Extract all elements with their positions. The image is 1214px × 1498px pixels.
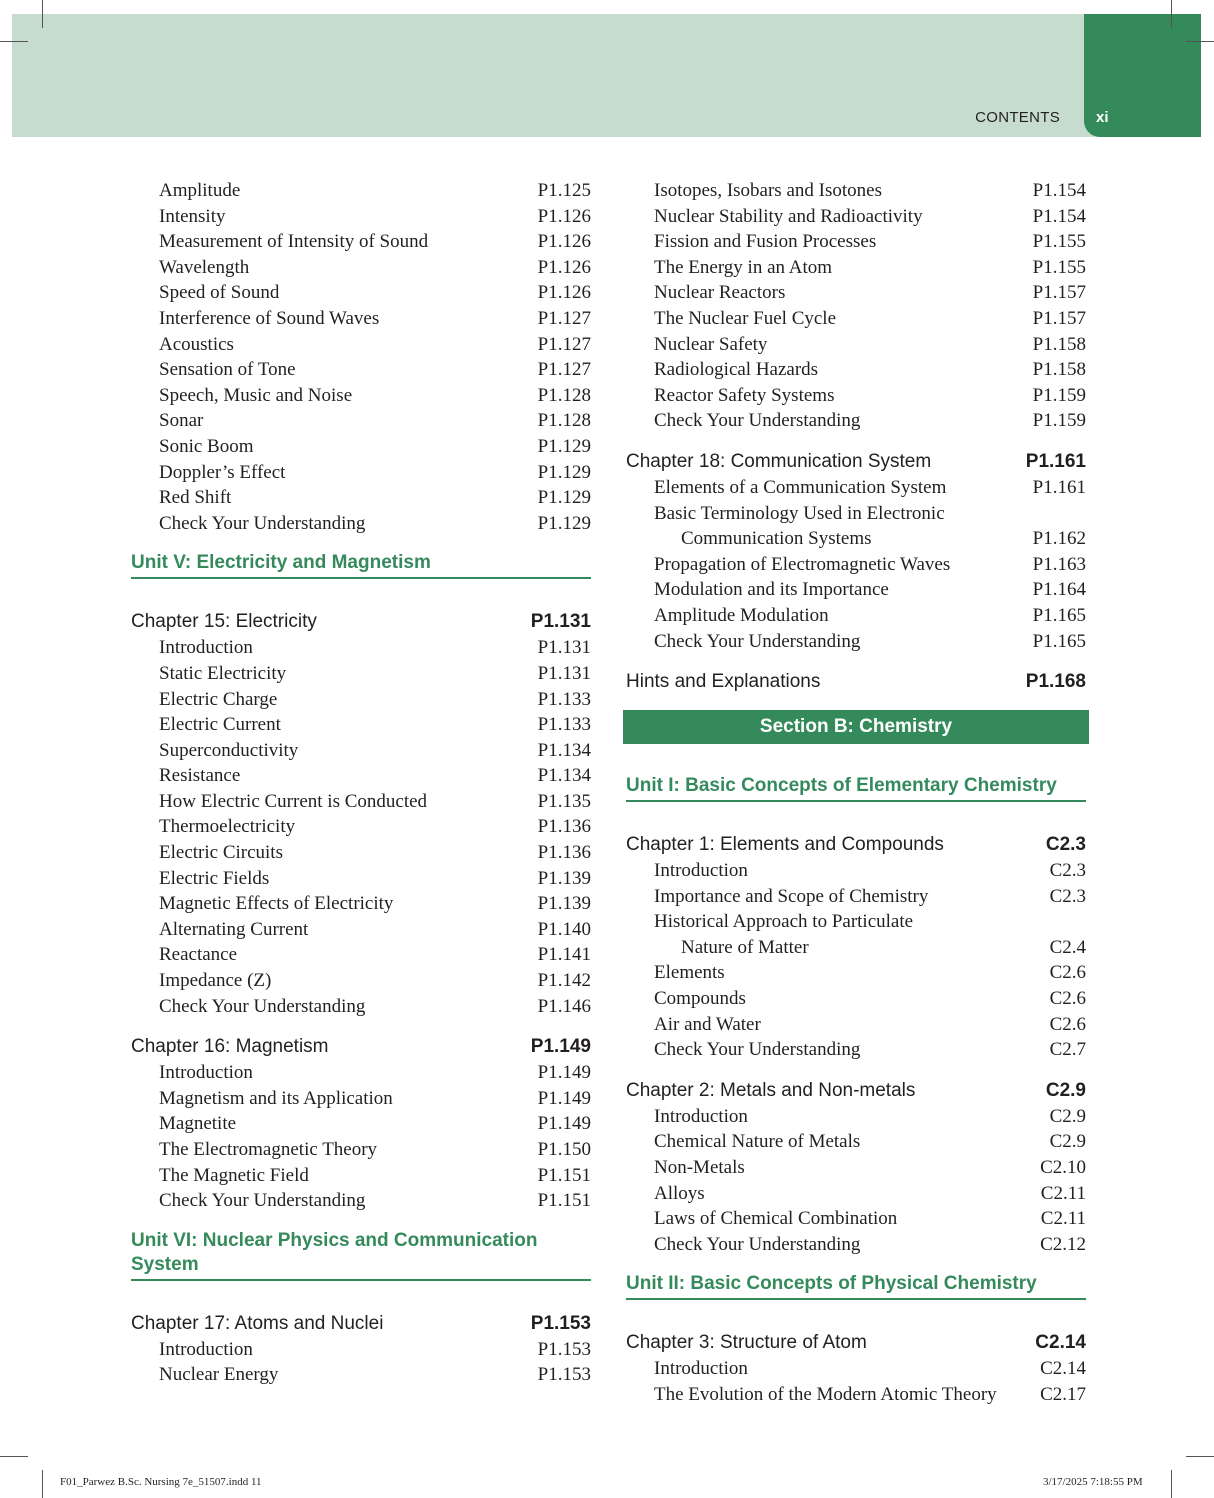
- toc-entry[interactable]: [626, 229, 1086, 255]
- page-ref: C2.4: [1049, 936, 1086, 958]
- page-ref: P1.134: [537, 739, 591, 761]
- toc-chapter[interactable]: [626, 1330, 1086, 1356]
- page-ref: C2.3: [1049, 860, 1086, 882]
- page-ref: P1.126: [537, 256, 591, 278]
- page-ref: P1.149: [530, 1036, 591, 1058]
- toc-entry[interactable]: [131, 280, 591, 306]
- toc-entry[interactable]: [131, 1060, 591, 1086]
- page-ref: C2.3: [1049, 885, 1086, 907]
- entry-title: Introduction: [654, 1105, 748, 1127]
- toc-column-right: [626, 178, 1086, 1408]
- entry-title: Elements: [654, 962, 725, 984]
- toc-entry[interactable]: [131, 1163, 591, 1189]
- page-ref: C2.3: [1045, 834, 1086, 856]
- toc-entry[interactable]: [626, 280, 1086, 306]
- toc-entry[interactable]: [131, 789, 591, 815]
- page-ref: P1.126: [537, 231, 591, 253]
- toc-chapter[interactable]: [626, 832, 1086, 858]
- entry-title: Superconductivity: [159, 739, 299, 761]
- toc-entry[interactable]: [131, 1362, 591, 1388]
- toc-entry[interactable]: [131, 942, 591, 968]
- unit-heading: Unit I: Basic Concepts of Elementary Chemistry: [626, 774, 1086, 802]
- entry-title: Speech, Music and Noise: [159, 384, 353, 406]
- entry-title: Magnetite: [159, 1113, 237, 1135]
- entry-title: Sonar: [159, 410, 204, 432]
- page-ref: C2.9: [1049, 1105, 1086, 1127]
- page-ref: P1.136: [537, 842, 591, 864]
- toc-entry[interactable]: [626, 204, 1086, 230]
- page-ref: P1.165: [1032, 630, 1086, 652]
- toc-entry[interactable]: [131, 687, 591, 713]
- entry-title: How Electric Current is Conducted: [159, 790, 428, 812]
- page-ref: P1.139: [537, 893, 591, 915]
- entry-title: The Nuclear Fuel Cycle: [654, 307, 837, 329]
- entry-title: Reactance: [159, 944, 238, 966]
- entry-title: Check Your Understanding: [159, 1190, 366, 1212]
- toc-entry[interactable]: [626, 306, 1086, 332]
- toc-entry[interactable]: [626, 383, 1086, 409]
- toc-entry[interactable]: [131, 204, 591, 230]
- entry-title: Intensity: [159, 205, 226, 227]
- toc-entry[interactable]: [131, 229, 591, 255]
- page-ref: C2.7: [1049, 1039, 1086, 1061]
- toc-entry[interactable]: [626, 1206, 1086, 1232]
- page-ref: P1.161: [1025, 450, 1086, 472]
- page-ref: C2.9: [1045, 1079, 1086, 1101]
- toc-entry[interactable]: [626, 408, 1086, 434]
- entry-title: [654, 501, 945, 552]
- toc-entry[interactable]: [131, 1337, 591, 1363]
- running-head: CONTENTS: [975, 109, 1060, 126]
- page-ref: P1.129: [537, 461, 591, 483]
- section-heading: Section B: Chemistry: [623, 710, 1089, 744]
- entry-title: Impedance (Z): [159, 970, 272, 992]
- toc-entry[interactable]: [626, 357, 1086, 383]
- entry-title: Check Your Understanding: [159, 995, 366, 1017]
- entry-title: Propagation of Electromagnetic Waves: [654, 553, 951, 575]
- entry-title: Electric Charge: [159, 688, 278, 710]
- entry-title: Chemical Nature of Metals: [654, 1131, 861, 1153]
- page-ref: P1.128: [537, 384, 591, 406]
- entry-title: The Evolution of the Modern Atomic Theory: [654, 1384, 997, 1405]
- entry-title: Reactor Safety Systems: [654, 384, 835, 406]
- toc-entry[interactable]: [626, 552, 1086, 578]
- entry-title: Non-Metals: [654, 1157, 745, 1179]
- entry-title: Magnetic Effects of Electricity: [159, 893, 394, 915]
- toc-entry[interactable]: [626, 1037, 1086, 1063]
- entry-title: The Energy in an Atom: [654, 256, 833, 278]
- entry-title: Thermoelectricity: [159, 816, 296, 838]
- unit-heading: Unit V: Electricity and Magnetism: [131, 551, 591, 579]
- page-ref: P1.149: [537, 1087, 591, 1109]
- page-ref: P1.158: [1032, 359, 1086, 381]
- chapter-title: Hints and Explanations: [626, 671, 821, 693]
- toc-entry[interactable]: [626, 475, 1086, 501]
- page-ref: P1.149: [537, 1062, 591, 1084]
- footer-file-info: F01_Parwez B.Sc. Nursing 7e_51507.indd 11: [60, 1476, 262, 1488]
- page-ref: C2.11: [1040, 1208, 1086, 1230]
- page-ref: P1.153: [530, 1312, 591, 1334]
- page-ref: P1.129: [537, 512, 591, 534]
- toc-chapter[interactable]: [131, 609, 591, 635]
- entry-title: Check Your Understanding: [654, 1039, 861, 1061]
- toc-entry[interactable]: [131, 1137, 591, 1163]
- chapter-title: Chapter 17: Atoms and Nuclei: [131, 1312, 384, 1334]
- page-ref: P1.129: [537, 435, 591, 457]
- crop-mark: [1186, 41, 1214, 42]
- entry-title: Air and Water: [654, 1013, 761, 1035]
- crop-mark: [42, 1470, 43, 1498]
- entry-title: Modulation and its Importance: [654, 579, 889, 601]
- entry-title: Interference of Sound Waves: [159, 307, 380, 329]
- toc-entry[interactable]: [626, 1356, 1086, 1382]
- toc-entry[interactable]: [131, 994, 591, 1020]
- toc-entry[interactable]: [626, 1129, 1086, 1155]
- page-ref: C2.14: [1040, 1358, 1086, 1380]
- entry-title: Isotopes, Isobars and Isotones: [654, 180, 882, 201]
- page-ref: P1.164: [1032, 579, 1086, 601]
- toc-entry[interactable]: [131, 814, 591, 840]
- page-ref: C2.6: [1049, 1013, 1086, 1035]
- page-ref: P1.155: [1032, 256, 1086, 278]
- page-ref: P1.162: [1032, 528, 1086, 550]
- crop-mark: [0, 1456, 28, 1457]
- page-ref: P1.140: [537, 918, 591, 940]
- entry-title: The Electromagnetic Theory: [159, 1139, 378, 1160]
- page-number: xi: [1096, 109, 1109, 126]
- page-ref: P1.158: [1032, 333, 1086, 355]
- toc-entry[interactable]: [131, 1188, 591, 1214]
- page-ref: P1.151: [537, 1164, 591, 1186]
- page-ref: P1.131: [537, 637, 591, 659]
- page-ref: P1.133: [537, 714, 591, 736]
- entry-title: Nuclear Reactors: [654, 282, 786, 304]
- entry-title: Electric Current: [159, 714, 281, 736]
- entry-title: Amplitude Modulation: [654, 604, 829, 626]
- entry-title: Radiological Hazards: [654, 359, 819, 381]
- page-ref: P1.142: [537, 970, 591, 992]
- page-ref: P1.161: [1032, 476, 1086, 498]
- toc-entry[interactable]: [131, 306, 591, 332]
- page-ref: P1.127: [537, 333, 591, 355]
- page-ref: P1.135: [537, 790, 591, 812]
- toc-entry[interactable]: [626, 629, 1086, 655]
- page-ref: P1.153: [537, 1338, 591, 1360]
- page-ref: C2.14: [1035, 1332, 1086, 1354]
- crop-mark: [1186, 1456, 1214, 1457]
- crop-mark: [0, 41, 28, 42]
- chapter-title: Chapter 18: Communication System: [626, 450, 932, 472]
- toc-entry[interactable]: [626, 603, 1086, 629]
- toc-chapter[interactable]: [131, 1311, 591, 1337]
- page-ref: P1.163: [1032, 553, 1086, 575]
- entry-title: Sensation of Tone: [159, 359, 296, 381]
- crop-mark: [42, 0, 43, 28]
- toc-entry[interactable]: [131, 661, 591, 687]
- chapter-title: Chapter 3: Structure of Atom: [626, 1332, 867, 1354]
- toc-entry[interactable]: [131, 968, 591, 994]
- entry-title: Measurement of Intensity of Sound: [159, 231, 429, 253]
- toc-entry[interactable]: [131, 178, 591, 204]
- toc-column-left: [131, 178, 591, 1388]
- entry-title: Introduction: [159, 1338, 253, 1360]
- toc-entry[interactable]: [626, 255, 1086, 281]
- entry-title: Importance and Scope of Chemistry: [654, 885, 929, 907]
- entry-title: Introduction: [159, 637, 253, 659]
- entry-title: Laws of Chemical Combination: [654, 1208, 898, 1230]
- toc-entry[interactable]: [131, 485, 591, 511]
- entry-title: Compounds: [654, 988, 746, 1010]
- toc-entry[interactable]: [131, 255, 591, 281]
- entry-title: Elements of a Communication System: [654, 476, 947, 498]
- page-ref: P1.136: [537, 816, 591, 838]
- toc-entry[interactable]: [626, 960, 1086, 986]
- toc-entry[interactable]: [626, 1155, 1086, 1181]
- toc-entry[interactable]: [131, 357, 591, 383]
- toc-entry[interactable]: [131, 434, 591, 460]
- toc-entry[interactable]: [626, 178, 1086, 204]
- toc-entry[interactable]: [626, 501, 1086, 552]
- toc-entry[interactable]: [626, 577, 1086, 603]
- entry-title: Sonic Boom: [159, 435, 254, 457]
- entry-title: Resistance: [159, 765, 241, 787]
- page-ref: P1.126: [537, 282, 591, 304]
- entry-title: Alternating Current: [159, 918, 309, 940]
- page-ref: P1.165: [1032, 604, 1086, 626]
- entry-title: Alloys: [654, 1182, 705, 1204]
- toc-entry[interactable]: [626, 1012, 1086, 1038]
- toc-entry[interactable]: [131, 763, 591, 789]
- page-ref: P1.126: [537, 205, 591, 227]
- entry-title: Electric Circuits: [159, 842, 283, 864]
- toc-entry[interactable]: [131, 1111, 591, 1137]
- toc-entry[interactable]: [131, 1086, 591, 1112]
- entry-title-line: Basic Terminology Used in Electronic: [654, 502, 945, 524]
- page-ref: P1.134: [537, 765, 591, 787]
- page-ref: P1.127: [537, 307, 591, 329]
- page-ref: P1.159: [1032, 384, 1086, 406]
- toc-chapter[interactable]: [626, 1078, 1086, 1104]
- toc-entry[interactable]: [626, 332, 1086, 358]
- toc-entry[interactable]: [131, 511, 591, 537]
- toc-entry[interactable]: [626, 1181, 1086, 1207]
- chapter-title: Chapter 15: Electricity: [131, 611, 317, 633]
- entry-title-continuation: Communication Systems: [681, 528, 872, 550]
- unit-heading: Unit II: Basic Concepts of Physical Chemistry: [626, 1272, 1086, 1300]
- page-ref: P1.159: [1032, 410, 1086, 432]
- entry-title: Doppler’s Effect: [159, 461, 286, 483]
- toc-entry[interactable]: [131, 332, 591, 358]
- page-ref: P1.157: [1032, 307, 1086, 329]
- entry-title: Speed of Sound: [159, 282, 280, 304]
- entry-title: Wavelength: [159, 256, 250, 278]
- page-ref: P1.157: [1032, 282, 1086, 304]
- page-ref: C2.10: [1040, 1157, 1086, 1179]
- entry-title: Acoustics: [159, 333, 234, 355]
- toc-entry[interactable]: [626, 986, 1086, 1012]
- entry-title-line: Historical Approach to Particulate: [654, 911, 914, 933]
- entry-title: Introduction: [654, 1358, 748, 1380]
- toc-chapter[interactable]: [131, 1034, 591, 1060]
- page-ref: P1.131: [530, 611, 591, 633]
- entry-title: Check Your Understanding: [654, 630, 861, 652]
- page-ref: P1.155: [1032, 231, 1086, 253]
- entry-title: Nuclear Safety: [654, 333, 768, 355]
- entry-title: Fission and Fusion Processes: [654, 231, 877, 253]
- toc-entry[interactable]: [131, 635, 591, 661]
- page-ref: P1.168: [1025, 671, 1086, 693]
- footer-timestamp: 3/17/2025 7:18:55 PM: [1043, 1476, 1143, 1488]
- toc-entry[interactable]: [131, 712, 591, 738]
- page-ref: P1.131: [537, 662, 591, 684]
- entry-title: Introduction: [654, 860, 748, 882]
- toc-entry[interactable]: [626, 1382, 1086, 1408]
- entry-title: [654, 909, 913, 960]
- entry-title: Introduction: [159, 1062, 253, 1084]
- page-ref: P1.154: [1032, 180, 1086, 201]
- entry-title-continuation: Nature of Matter: [681, 936, 809, 958]
- entry-title: Magnetism and its Application: [159, 1087, 393, 1109]
- toc-entry[interactable]: [626, 1232, 1086, 1258]
- crop-mark: [1171, 1470, 1172, 1498]
- toc-entry[interactable]: [131, 917, 591, 943]
- entry-title: Nuclear Stability and Radioactivity: [654, 205, 923, 227]
- toc-entry[interactable]: [131, 408, 591, 434]
- page-ref: P1.149: [537, 1113, 591, 1135]
- crop-mark: [1171, 0, 1172, 28]
- entry-title: Electric Fields: [159, 867, 270, 889]
- entry-title: Amplitude: [159, 180, 241, 201]
- toc-entry[interactable]: [626, 1104, 1086, 1130]
- page-ref: P1.154: [1032, 205, 1086, 227]
- toc-entry[interactable]: [131, 383, 591, 409]
- page-ref: P1.150: [537, 1139, 591, 1160]
- page-ref: P1.125: [537, 180, 591, 201]
- page-ref: P1.153: [537, 1364, 591, 1386]
- entry-title: The Magnetic Field: [159, 1164, 309, 1186]
- entry-title: Check Your Understanding: [654, 1233, 861, 1255]
- entry-title: Red Shift: [159, 487, 232, 509]
- toc-chapter[interactable]: [626, 449, 1086, 475]
- chapter-title: Chapter 16: Magnetism: [131, 1036, 329, 1058]
- page-ref: C2.6: [1049, 988, 1086, 1010]
- page-ref: P1.127: [537, 359, 591, 381]
- page-ref: P1.146: [537, 995, 591, 1017]
- page-ref: C2.12: [1040, 1233, 1086, 1255]
- entry-title: Check Your Understanding: [654, 410, 861, 432]
- toc-entry[interactable]: [131, 840, 591, 866]
- page-ref: C2.6: [1049, 962, 1086, 984]
- toc-chapter[interactable]: [626, 669, 1086, 695]
- page-ref: P1.129: [537, 487, 591, 509]
- toc-entry[interactable]: [131, 866, 591, 892]
- entry-title: Check Your Understanding: [159, 512, 366, 534]
- entry-title: Nuclear Energy: [159, 1364, 279, 1386]
- chapter-title: Chapter 2: Metals and Non-metals: [626, 1079, 916, 1101]
- page-ref: P1.141: [537, 944, 591, 966]
- page-ref: C2.11: [1040, 1182, 1086, 1204]
- page-ref: P1.139: [537, 867, 591, 889]
- page-ref: C2.9: [1049, 1131, 1086, 1153]
- page-ref: P1.128: [537, 410, 591, 432]
- unit-heading: Unit VI: Nuclear Physics and Communication System: [131, 1229, 591, 1281]
- page-ref: P1.151: [537, 1190, 591, 1212]
- toc-entry[interactable]: [626, 884, 1086, 910]
- page-ref: C2.17: [1040, 1384, 1086, 1405]
- toc-entry[interactable]: [626, 909, 1086, 960]
- page-ref: P1.133: [537, 688, 591, 710]
- toc-entry[interactable]: [626, 858, 1086, 884]
- toc-entry[interactable]: [131, 891, 591, 917]
- toc-entry[interactable]: [131, 460, 591, 486]
- entry-title: Static Electricity: [159, 662, 287, 684]
- chapter-title: Chapter 1: Elements and Compounds: [626, 834, 944, 856]
- toc-entry[interactable]: [131, 738, 591, 764]
